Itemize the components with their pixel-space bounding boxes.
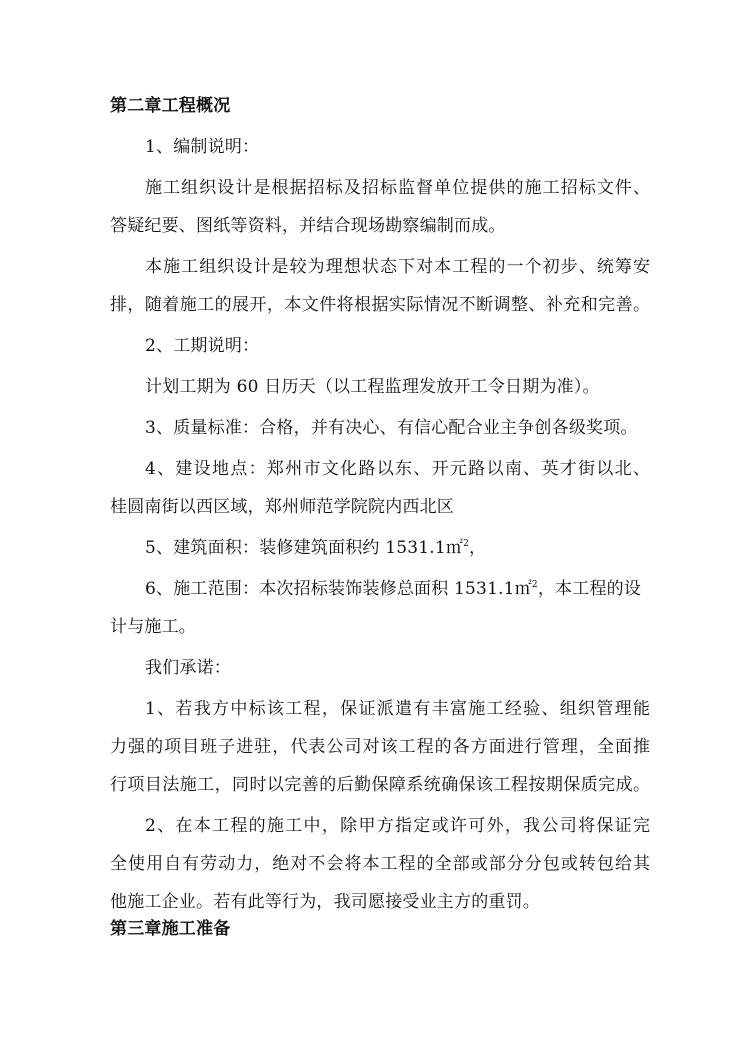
promise-2-line-3: 他施工企业。若有此等行为，我司愿接受业主方的重罚。 <box>110 892 540 912</box>
promise-2-line-2: 全使用自有劳动力，绝对不会将本工程的全部或部分分包或转包给其 <box>110 854 650 874</box>
promise-2-line-1: 2、在本工程的施工中，除甲方指定或许可外，我公司将保证完 <box>145 816 650 836</box>
section-6-tail: ，本工程的设 <box>537 579 642 599</box>
section-1-paragraph-1-line-1: 施工组织设计是根据招标及招标监督单位提供的施工招标文件、 <box>145 178 650 198</box>
section-5-superscript: 2 <box>463 539 470 549</box>
section-1-title: 1、编制说明： <box>145 137 260 157</box>
section-6-main: 6、施工范围：本次招标装饰装修总面积 1531.1㎡ <box>145 579 532 599</box>
section-2-title: 2、工期说明： <box>145 336 260 356</box>
promise-1-line-3: 行项目法施工，同时以完善的后勤保障系统确保该工程按期保质完成。 <box>110 775 650 795</box>
section-5-main: 5、建筑面积：装修建筑面积约 1531.1㎡ <box>145 538 464 558</box>
section-2-text: 计划工期为 60 日历天（以工程监理发放开工令日期为准）。 <box>145 377 600 397</box>
chapter-3-title: 第三章施工准备 <box>110 919 231 939</box>
section-5-end: ， <box>469 538 487 558</box>
section-1-paragraph-2-line-2: 排，随着施工的展开，本文件将根据实际情况不断调整、补充和完善。 <box>110 295 650 315</box>
section-1-paragraph-1-line-2: 答疑纪要、图纸等资料，并结合现场勘察编制而成。 <box>110 216 506 236</box>
promise-1-line-1: 1、若我方中标该工程，保证派遣有丰富施工经验、组织管理能 <box>145 699 650 719</box>
section-6-superscript: 2 <box>531 580 538 590</box>
section-3-text: 3、质量标准：合格，并有决心、有信心配合业主争创各级奖项。 <box>145 418 638 438</box>
section-6-line-1 <box>145 577 650 601</box>
section-4-line-1: 4、建设地点：郑州市文化路以东、开元路以南、英才街以北、 <box>145 459 650 479</box>
section-1-paragraph-2-line-1: 本施工组织设计是较为理想状态下对本工程的一个初步、统筹安 <box>145 257 650 277</box>
promise-1-line-2: 力强的项目班子进驻，代表公司对该工程的各方面进行管理，全面推 <box>110 737 650 757</box>
promise-title: 我们承诺： <box>145 658 231 678</box>
section-6-line-2: 计与施工。 <box>110 617 196 637</box>
section-5-text <box>145 536 650 560</box>
section-4-line-2: 桂圆南街以西区域，郑州师范学院院内西北区 <box>110 497 454 517</box>
chapter-2-title: 第二章工程概况 <box>110 96 231 116</box>
